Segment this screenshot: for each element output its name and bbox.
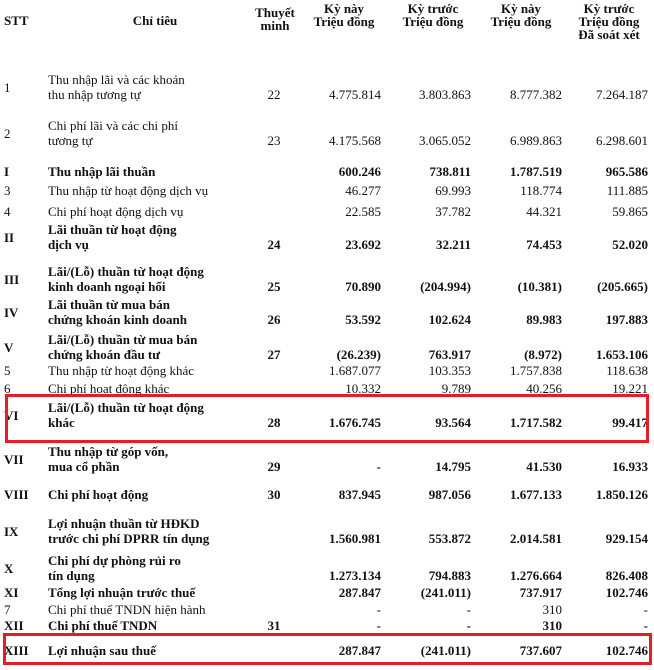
row-value: 738.811 [429, 164, 471, 179]
row-value: 987.056 [428, 487, 471, 502]
row-value: 1.276.664 [510, 568, 562, 583]
row-value: - [376, 602, 381, 617]
row-note: 26 [267, 312, 281, 327]
row-stt: VI [4, 408, 19, 423]
row-value: 837.945 [338, 487, 381, 502]
row-stt: X [4, 561, 14, 576]
row-value: 103.353 [428, 363, 471, 378]
row-value: 1.687.077 [329, 363, 381, 378]
row-note: 31 [267, 618, 281, 633]
row-note: 23 [267, 133, 281, 148]
row-value: (204.994) [420, 279, 471, 294]
row-label [48, 516, 253, 546]
row-stt: XI [4, 585, 19, 600]
row-label-line: dịch vụ [48, 237, 89, 252]
row-label-line: Chi phí hoạt động khác [48, 381, 170, 396]
row-stt: I [4, 164, 10, 179]
header-stt: STT [4, 13, 29, 28]
row-label-line: Lãi/(Lỗ) thuần từ mua bán [48, 332, 198, 347]
row-value: 1.717.582 [510, 415, 562, 430]
row-label-line: tương tự [48, 133, 93, 148]
row-label [48, 602, 253, 617]
row-label [48, 118, 253, 148]
row-stt: 2 [4, 126, 11, 141]
row-label-line: Lãi thuần từ hoạt động [48, 222, 177, 237]
row-value: 118.774 [520, 183, 562, 198]
row-value: 16.933 [612, 459, 648, 474]
row-value: 19.221 [612, 381, 648, 396]
row-note: 27 [267, 347, 281, 362]
row-value: - [466, 618, 471, 633]
row-label [48, 164, 253, 179]
header-ky-truoc: Kỳ trước Triệu đồng [402, 1, 464, 29]
row-label [48, 618, 253, 633]
row-value: 1.757.838 [510, 363, 562, 378]
row-stt: VII [4, 452, 24, 467]
row-label [48, 487, 253, 502]
row-label [48, 183, 253, 198]
row-label-line: Lãi thuần từ mua bán [48, 297, 170, 312]
row-value: (10.381) [517, 279, 562, 294]
row-label [48, 72, 253, 102]
header-ky-nay-luy-ke: Kỳ này Triệu đồng [490, 1, 552, 29]
row-value: 102.746 [605, 643, 648, 658]
row-label-line: Lãi/(Lỗ) thuần từ hoạt động [48, 264, 204, 279]
row-stt: 4 [4, 204, 11, 219]
header-ky-truoc-da-soat-xet: Kỳ trước Triệu đồng Đã soát xét [578, 1, 640, 42]
row-label [48, 297, 253, 327]
row-value: 89.983 [526, 312, 562, 327]
row-value: 59.865 [612, 204, 648, 219]
row-value: 40.256 [526, 381, 562, 396]
row-value: - [376, 618, 381, 633]
row-label-line: Thu nhập từ góp vốn, [48, 444, 169, 459]
row-value: 7.264.187 [596, 87, 648, 102]
row-stt: 7 [4, 602, 11, 617]
row-value: 32.211 [435, 237, 471, 252]
row-value: - [643, 618, 648, 633]
row-label-line: Tổng lợi nhuận trước thuế [48, 585, 196, 600]
row-label-line: Thu nhập từ hoạt động dịch vụ [48, 183, 209, 198]
row-value: 287.847 [338, 585, 381, 600]
row-stt: IV [4, 305, 19, 320]
row-value: - [466, 602, 471, 617]
row-label-line: khác [48, 415, 75, 430]
row-stt: VIII [4, 487, 29, 502]
row-value: 9.789 [441, 381, 471, 396]
row-value: 99.417 [612, 415, 648, 430]
row-label-line: Thu nhập lãi thuần [48, 164, 156, 179]
row-label-line: Lợi nhuận sau thuế [48, 643, 156, 658]
row-value: 737.607 [519, 643, 562, 658]
row-value: 22.585 [345, 204, 381, 219]
row-stt: IX [4, 524, 19, 539]
row-value: 4.775.814 [329, 87, 381, 102]
row-label [48, 332, 253, 362]
row-value: - [643, 602, 648, 617]
row-value: 287.847 [338, 643, 381, 658]
row-label-line: tín dụng [48, 568, 95, 583]
row-value: 14.795 [435, 459, 471, 474]
row-label-line: Chi phí thuế TNDN [48, 618, 158, 633]
row-value: 69.993 [435, 183, 471, 198]
row-label [48, 553, 253, 583]
row-value: (241.011) [420, 643, 471, 658]
row-label-line: mua cổ phần [48, 459, 120, 474]
row-label-line: chứng khoán đầu tư [48, 347, 161, 362]
row-value: 1.676.745 [329, 415, 381, 430]
row-note: 25 [267, 279, 281, 294]
row-value: (26.239) [336, 347, 381, 362]
row-value: 102.624 [428, 312, 471, 327]
row-label [48, 444, 253, 474]
row-label-line: Thu nhập lãi và các khoản [48, 72, 185, 87]
table-header [0, 0, 654, 58]
row-label-line: kinh doanh ngoại hối [48, 279, 166, 294]
row-value: 1.273.134 [329, 568, 381, 583]
row-stt: XII [4, 618, 24, 633]
row-value: 37.782 [435, 204, 471, 219]
row-value: 74.453 [526, 237, 562, 252]
row-stt: 1 [4, 80, 11, 95]
row-value: 53.592 [345, 312, 381, 327]
row-value: 6.298.601 [596, 133, 648, 148]
row-value: 46.277 [345, 183, 381, 198]
row-value: 4.175.568 [329, 133, 381, 148]
row-stt: III [4, 272, 20, 287]
row-label-line: Chi phí dự phòng rủi ro [48, 553, 181, 568]
row-value: 310 [542, 602, 562, 617]
row-value: 52.020 [612, 237, 648, 252]
row-stt: V [4, 340, 14, 355]
row-note: 24 [267, 237, 281, 252]
row-label-line: Chi phí hoạt động dịch vụ [48, 204, 184, 219]
row-stt: 5 [4, 363, 11, 378]
row-label [48, 204, 253, 219]
row-label [48, 222, 253, 252]
row-value: 794.883 [428, 568, 471, 583]
row-label-line: trước chi phí DPRR tín dụng [48, 531, 210, 546]
row-note: 30 [267, 487, 281, 502]
row-value: 310 [542, 618, 562, 633]
row-value: 2.014.581 [510, 531, 562, 546]
highlight-box-vi [5, 394, 649, 443]
row-value: - [376, 459, 381, 474]
row-label-line: Chi phí hoạt động [48, 487, 149, 502]
row-value: 965.586 [605, 164, 648, 179]
row-value: 737.917 [519, 585, 562, 600]
row-value: 93.564 [435, 415, 471, 430]
row-value: 197.883 [605, 312, 648, 327]
row-stt: 3 [4, 183, 11, 198]
row-label-line: chứng khoán kinh doanh [48, 312, 187, 327]
row-stt: II [4, 230, 15, 245]
row-value: 102.746 [605, 585, 648, 600]
row-label-line: Thu nhập từ hoạt động khác [48, 363, 195, 378]
row-value: 118.638 [606, 363, 648, 378]
row-value: 10.332 [345, 381, 381, 396]
row-value: 70.890 [345, 279, 381, 294]
row-value: 1.560.981 [329, 531, 381, 546]
row-value: (8.972) [524, 347, 562, 362]
row-value: 44.321 [526, 204, 562, 219]
row-label-line: Lợi nhuận thuần từ HĐKD [48, 516, 200, 531]
row-label [48, 363, 253, 378]
row-label [48, 264, 253, 294]
row-value: 3.065.052 [419, 133, 471, 148]
row-value: 1.787.519 [510, 164, 562, 179]
row-value: 8.777.382 [510, 87, 562, 102]
row-value: 600.246 [338, 164, 381, 179]
row-value: 23.692 [345, 237, 381, 252]
row-value: (205.665) [597, 279, 648, 294]
row-label-line: Lãi/(Lỗ) thuần từ hoạt động [48, 400, 204, 415]
row-value: 41.530 [526, 459, 562, 474]
row-value: 1.677.133 [510, 487, 562, 502]
row-value: 929.154 [605, 531, 648, 546]
header-ky-nay: Kỳ này Triệu đồng [313, 1, 375, 29]
row-label [48, 585, 253, 600]
row-value: 3.803.863 [419, 87, 471, 102]
row-label-line: Chi phí lãi và các chi phí [48, 118, 178, 133]
row-value: 1.653.106 [596, 347, 648, 362]
row-label-line: thu nhập tương tự [48, 87, 141, 102]
row-note: 22 [267, 87, 281, 102]
header-thuyet-minh: Thuyết minh [255, 5, 295, 33]
header-chi-tieu: Chỉ tiêu [132, 13, 178, 28]
row-value: 553.872 [428, 531, 471, 546]
row-stt: 6 [4, 381, 11, 396]
highlight-box-xiii [3, 633, 652, 665]
row-stt: XIII [4, 643, 29, 658]
row-value: 111.885 [606, 183, 648, 198]
row-value: 826.408 [605, 568, 648, 583]
row-value: 763.917 [428, 347, 471, 362]
row-note: 28 [267, 415, 281, 430]
row-value: (241.011) [420, 585, 471, 600]
row-label-line: Chi phí thuế TNDN hiện hành [48, 602, 206, 617]
row-value: 6.989.863 [510, 133, 562, 148]
row-note: 29 [267, 459, 281, 474]
row-value: 1.850.126 [596, 487, 648, 502]
